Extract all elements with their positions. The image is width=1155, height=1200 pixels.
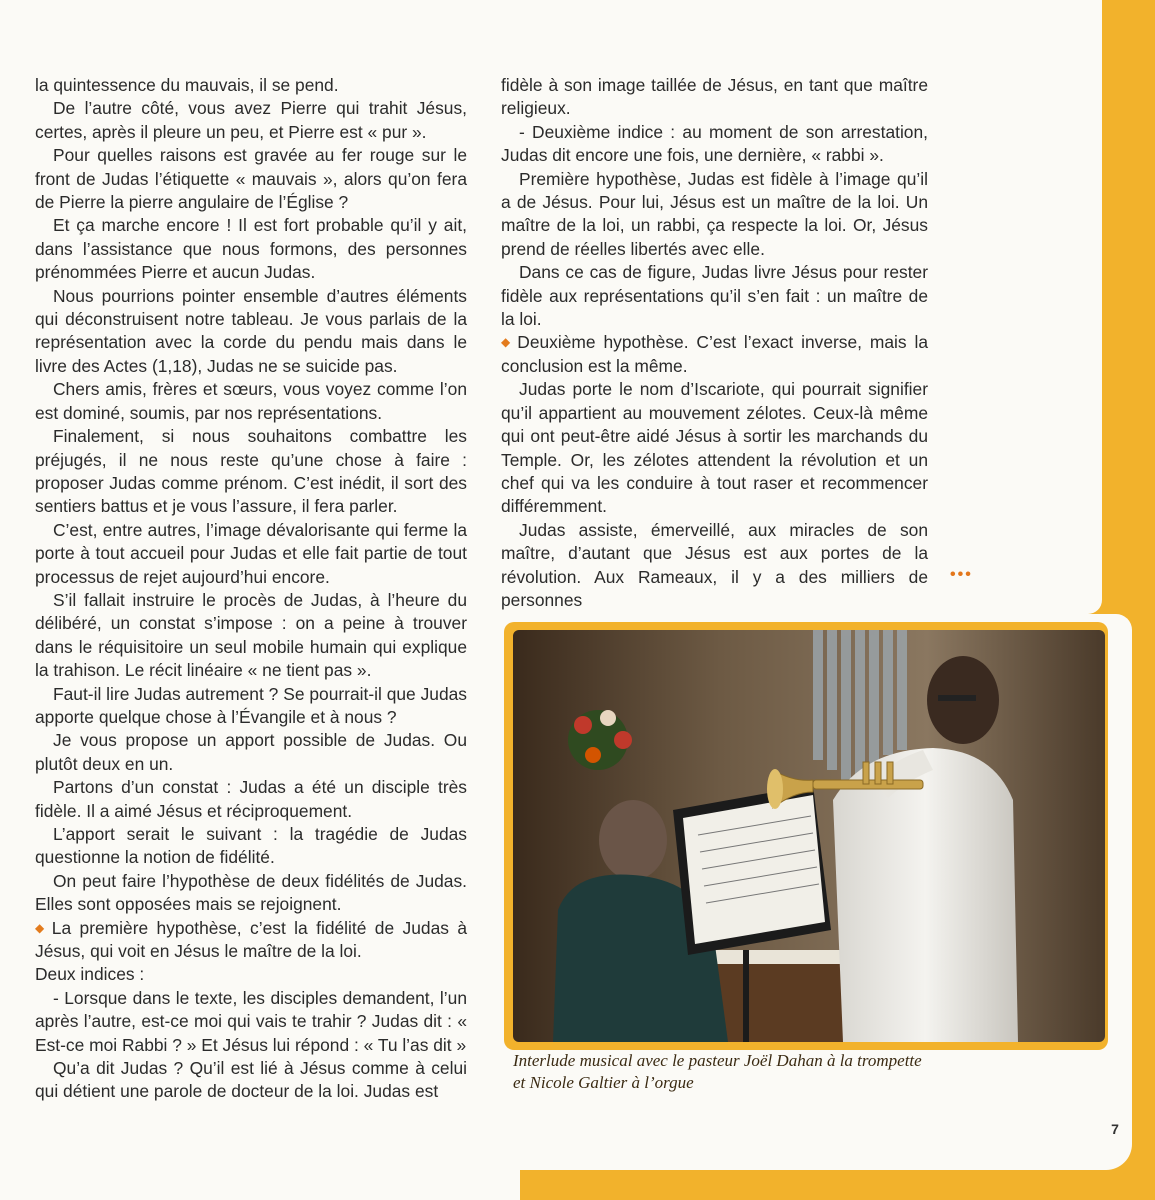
paragraph: fidèle à son image taillée de Jésus, en tant que maître religieux. [501,75,928,119]
page-background-foot [0,1150,520,1200]
paragraph: Finalement, si nous souhaitons combattre les préjugés, il ne nous reste qu’une chose à faire : proposer Judas comme prénom. C’est inédit, il sort des sentiers battus et je vous l’assure, il fera parler. [35,426,467,517]
paragraph: Judas porte le nom d’Iscariote, qui pourrait signifier qu’il appartient au mouvement zélotes. Ceux-là même qui ont peut-être aidé Jésus à sortir les marchands du Temple. Or, les zélotes attendent la révolution et un chef qui va les conduire à tout raser et recommencer différemment. [501,379,928,517]
bullet-paragraph [501,331,928,378]
page-number: 7 [1111,1121,1119,1137]
paragraph: On peut faire l’hypothèse de deux fidélités de Judas. Elles sont opposées mais se rejoignent. [35,870,467,915]
concert-photo [513,630,1105,1042]
paragraph: Faut-il lire Judas autrement ? Se pourrait-il que Judas apporte quelque chose à l’Évangile et à nous ? [35,683,467,727]
paragraph: la quintessence du mauvais, il se pend. [35,75,339,95]
paragraph: - Deuxième indice : au moment de son arrestation, Judas dit encore une fois, une dernière, « rabbi ». [501,121,928,166]
paragraph: Judas assiste, émerveillé, aux miracles de son maître, d’autant que Jésus est aux portes de la révolution. Aux Rameaux, il y a des milliers de personnes [501,519,928,610]
bullet-paragraph [35,917,467,964]
paragraph: S’il fallait instruire le procès de Judas, à l’heure du délibéré, un constat s’impose : on a peine à trouver dans le réquisitoire un seul mobile humain qui explique la trahison. Le récit linéaire « ne tient pas ». [35,589,467,681]
paragraph: Première hypothèse, Judas est fidèle à l’image qu’il a de Jésus. Pour lui, Jésus est un maître de la loi. Un maître de la loi, un rabbi, ça respecte la loi. Or, Jésus prend de réelles libertés avec elle. [501,168,928,259]
concert-photo-illustration [513,630,1105,1042]
paragraph: Partons d’un constat : Judas a été un disciple très fidèle. Il a aimé Jésus et réciproquement. [35,777,467,821]
paragraph: Je vous propose un apport possible de Judas. Ou plutôt deux en un. [35,730,467,774]
paragraph: Chers amis, frères et sœurs, vous voyez comme l’on est dominé, soumis, par nos représentations. [35,379,467,423]
caption-line: et Nicole Galtier à l’orgue [513,1073,694,1092]
caption-line: Interlude musical avec le pasteur Joël Dahan à la trompette [513,1051,922,1070]
paragraph: C’est, entre autres, l’image dévalorisante qui ferme la porte à tout accueil pour Judas et elle fait partie de tout processus de rejet aujourd’hui encore. [35,519,467,587]
diamond-bullet-icon: ◆ [35,920,48,935]
paragraph: Pour quelles raisons est gravée au fer rouge sur le front de Judas l’étiquette « mauvais », alors qu’on fera de Pierre la pierre angulaire de l’Église ? [35,145,467,213]
continue-dots-icon: ••• [950,566,973,583]
paragraph: Deux indices : [35,964,145,985]
paragraph: Et ça marche encore ! Il est fort probable qu’il y ait, dans l’assistance que nous formons, des personnes prénommées Pierre et aucun Judas. [35,215,467,283]
paragraph: - Lorsque dans le texte, les disciples demandent, l’un après l’autre, est-ce moi qui vais te trahir ? Judas dit : « Est-ce moi Rabbi ? » Et Jésus lui répond : « Tu l’as dit » [35,987,467,1055]
right-text-column [501,74,928,612]
paragraph: Dans ce cas de figure, Judas livre Jésus pour rester fidèle aux représentations qu’il s’en fait : un maître de la loi. [501,262,928,330]
left-text-column [35,74,467,1104]
diamond-bullet-icon: ◆ [501,335,514,350]
bullet-paragraph-text: Deuxième hypothèse. C’est l’exact inverse, mais la conclusion est la même. [501,332,928,376]
bullet-paragraph-text: La première hypothèse, c’est la fidélité de Judas à Jésus, qui voit en Jésus le maître de la loi. [35,917,467,962]
photo-caption [513,1050,1093,1094]
paragraph: Qu’a dit Judas ? Qu’il est lié à Jésus comme à celui qui détient une parole de docteur de la loi. Judas est [35,1058,467,1102]
paragraph: De l’autre côté, vous avez Pierre qui trahit Jésus, certes, après il pleure un peu, et Pierre est « pur ». [35,98,467,142]
paragraph: Nous pourrions pointer ensemble d’autres éléments qui déconstruisent notre tableau. Je vous parlais de la représentation avec la corde du pendu mais dans le livre des Actes (1,18), Judas ne se suicide pas. [35,285,467,376]
paragraph: L’apport serait le suivant : la tragédie de Judas questionne la notion de fidélité. [35,824,467,868]
